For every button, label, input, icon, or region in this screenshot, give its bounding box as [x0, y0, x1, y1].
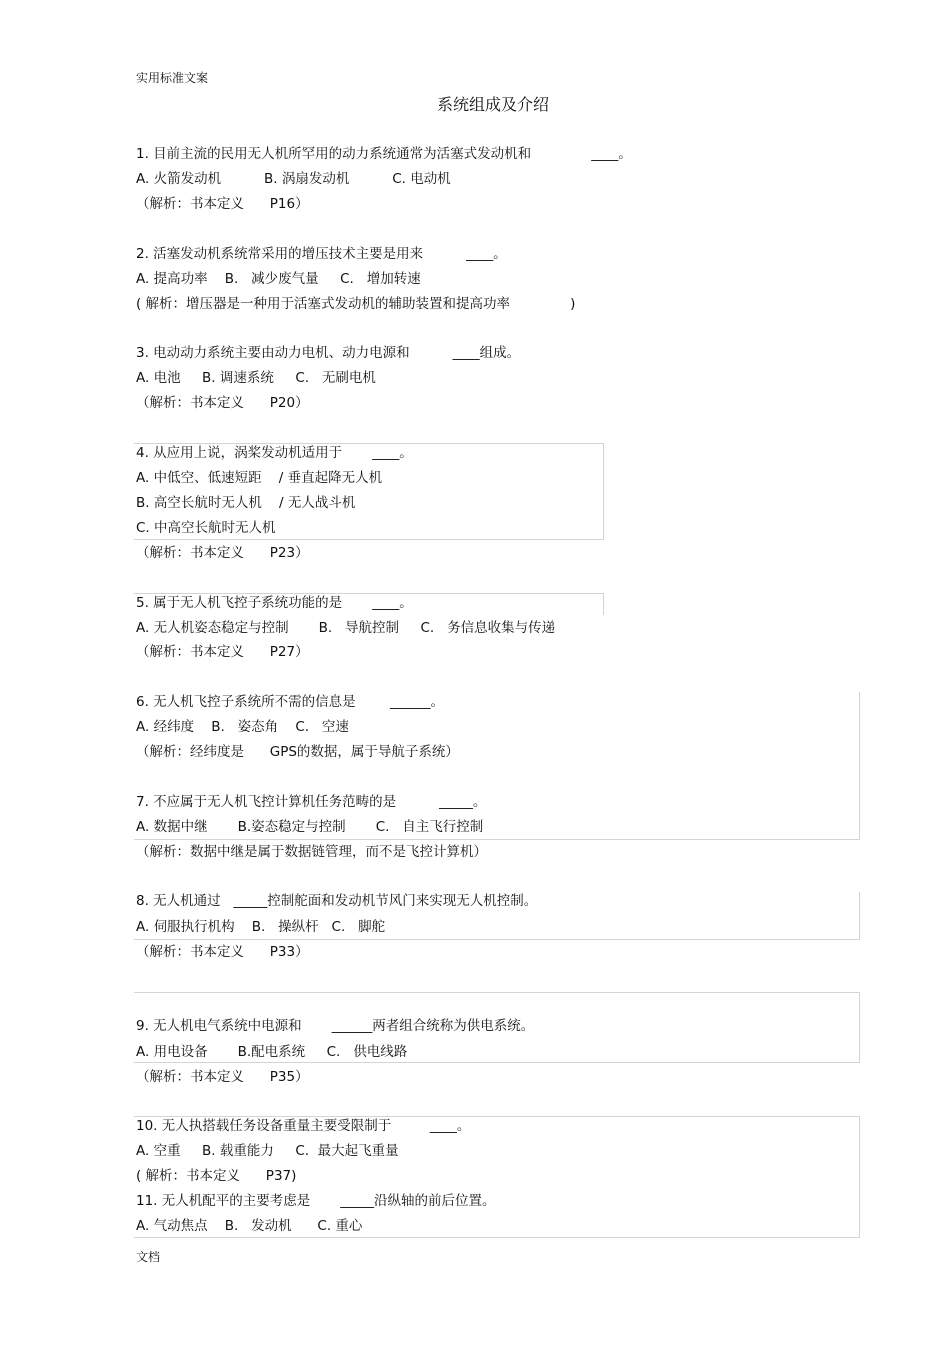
question-3-options: A. 电池 B. 调速系统 C. 无刷电机 [136, 370, 376, 386]
question-10-text: 10. 无人执搭载任务设备重量主要受限制于 ____。 [136, 1118, 471, 1134]
question-1-text: 1. 目前主流的民用无人机所罕用的动力系统通常为活塞式发动机和 ____。 [136, 146, 632, 162]
frame-line-q7-bottom [134, 839, 860, 840]
question-4-option-a: A. 中低空、低速短距 / 垂直起降无人机 [136, 470, 383, 486]
frame-line-q8-bottom [134, 939, 860, 940]
question-4-option-c: C. 中高空长航时无人机 [136, 520, 276, 536]
question-5-options: A. 无人机姿态稳定与控制 B. 导航控制 C. 务信息收集与传递 [136, 620, 556, 636]
question-9-text: 9. 无人机电气系统中电源和 ______两者组合统称为供电系统。 [136, 1018, 535, 1034]
question-2-options: A. 提高功率 B. 减少废气量 C. 增加转速 [136, 271, 421, 287]
question-1-explanation: （解析：书本定义 P16） [136, 196, 309, 212]
question-6-explanation: （解析：经纬度是 GPS的数据，属于导航子系统） [136, 744, 459, 760]
question-10-explanation: ( 解析：书本定义 P37) [136, 1168, 297, 1184]
question-8-text: 8. 无人机通过 _____控制舵面和发动机节风门来实现无人机控制。 [136, 893, 538, 909]
question-7-text: 7. 不应属于无人机飞控计算机任务范畴的是 _____。 [136, 794, 487, 810]
question-6-options: A. 经纬度 B. 姿态角 C. 空速 [136, 719, 349, 735]
frame-line-q6-right [859, 692, 860, 839]
question-3-text: 3. 电动动力系统主要由动力电机、动力电源和 ____组成。 [136, 345, 521, 361]
question-1-options: A. 火箭发动机 B. 涡扇发动机 C. 电动机 [136, 171, 451, 187]
question-7-explanation: （解析：数据中继是属于数据链管理，而不是飞控计算机） [136, 844, 487, 860]
question-7-options: A. 数据中继 B.姿态稳定与控制 C. 自主飞行控制 [136, 819, 484, 835]
question-2-explanation: ( 解析：增压器是一种用于活塞式发动机的辅助装置和提高功率 ) [136, 296, 576, 312]
question-11-text: 11. 无人机配平的主要考虑是 _____沿纵轴的前后位置。 [136, 1193, 496, 1209]
question-9-options: A. 用电设备 B.配电系统 C. 供电线路 [136, 1044, 408, 1060]
question-5-explanation: （解析：书本定义 P27） [136, 644, 309, 660]
question-4-text: 4. 从应用上说，涡桨发动机适用于 ____。 [136, 445, 413, 461]
header-text: 实用标准文案 [136, 71, 209, 85]
question-8-options: A. 伺服执行机构 B. 操纵杆 C. 脚舵 [136, 919, 386, 935]
question-9-explanation: （解析：书本定义 P35） [136, 1069, 309, 1085]
frame-line-q8-right [859, 892, 860, 940]
question-3-explanation: （解析：书本定义 P20） [136, 395, 309, 411]
question-4-option-b: B. 高空长航时无人机 / 无人战斗机 [136, 495, 356, 511]
question-8-explanation: （解析：书本定义 P33） [136, 944, 309, 960]
footer-text: 文档 [136, 1250, 161, 1264]
question-6-text: 6. 无人机飞控子系统所不需的信息是 ______。 [136, 694, 445, 710]
question-4-explanation: （解析：书本定义 P23） [136, 545, 309, 561]
question-2-text: 2. 活塞发动机系统常采用的增压技术主要是用来 ____。 [136, 246, 507, 262]
question-11-options: A. 气动焦点 B. 发动机 C. 重心 [136, 1218, 363, 1234]
question-5-text: 5. 属于无人机飞控子系统功能的是 ____。 [136, 595, 413, 611]
page-title: 系统组成及介绍 [436, 95, 549, 114]
question-10-options: A. 空重 B. 载重能力 C. 最大起飞重量 [136, 1143, 399, 1159]
